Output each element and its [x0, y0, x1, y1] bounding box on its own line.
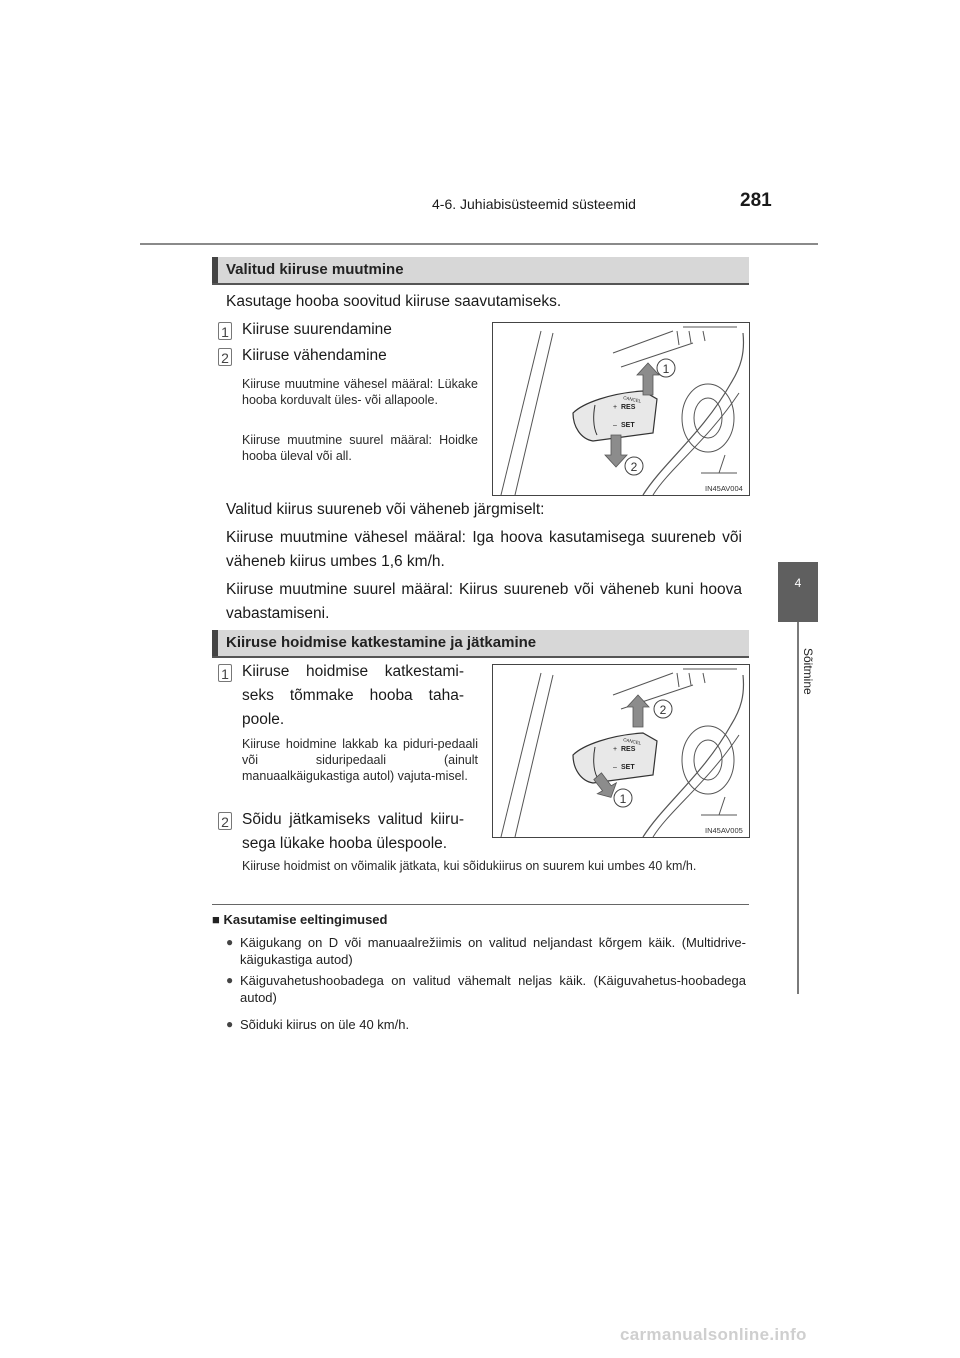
watermark: carmanualsonline.info	[620, 1325, 807, 1344]
step-number: 2	[218, 348, 232, 366]
note-text: Kiiruse hoidmine lakkab ka piduri-pedaali või siduripedaali (ainult manuaalkäigukastiga autol) vajuta-misel.	[242, 737, 478, 783]
figure-callout: 2	[630, 460, 638, 474]
step-number: 1	[218, 664, 232, 682]
chapter-number: 4	[794, 576, 802, 590]
figure-callout: 1	[662, 362, 670, 376]
figure-callout: 2	[659, 703, 667, 717]
header-rule	[140, 243, 818, 245]
lever-cancel-label: CANCEL	[622, 737, 642, 746]
section-header-bar	[212, 630, 218, 656]
condition-item	[226, 1016, 746, 1033]
square-bullet-icon: ■	[212, 912, 224, 927]
lever-illustration	[493, 323, 749, 495]
step-number: 1	[218, 322, 232, 340]
condition-item	[226, 972, 746, 1006]
round-bullet-icon: ●	[226, 935, 234, 949]
lever-res-label: RES	[621, 404, 636, 411]
figure-lever-speed-change	[492, 322, 750, 496]
step-text: Kiiruse vähendamine	[242, 347, 387, 364]
body-paragraph: Valitud kiirus suureneb või väheneb järgmiselt:	[226, 501, 545, 518]
body-paragraph: Kiiruse muutmine vähesel määral: Iga hoova kasutamisega suureneb või väheneb kiirus umbes 1,6 km/h.	[226, 529, 742, 570]
chapter-tab	[778, 562, 818, 622]
lever-plus-label: +	[613, 404, 618, 411]
step-text: Sõidu jätkamiseks valitud kiiru-sega lükake hooba ülespoole.	[242, 811, 464, 852]
note-text: Kiiruse hoidmist on võimalik jätkata, kui sõidukiirus on suurem kui umbes 40 km/h.	[242, 859, 697, 873]
conditions-title: Kasutamise eeltingimused	[223, 912, 388, 927]
step-text: Kiiruse suurendamine	[242, 321, 392, 338]
lever-minus-label: –	[613, 422, 617, 429]
step-number: 2	[218, 812, 232, 830]
lever-set-label: SET	[621, 764, 635, 771]
condition-text: Käigukang on D või manuaalrežiimis on valitud neljandast kõrgem käik. (Multidrive-käigukastiga autod)	[240, 935, 746, 967]
condition-text: Sõiduki kiirus on üle 40 km/h.	[240, 1017, 410, 1032]
section-header-title: Valitud kiiruse muutmine	[226, 261, 404, 278]
section-header-change-speed	[212, 257, 749, 285]
chapter-label: Sõitmine	[801, 648, 815, 695]
figure-code: IN45AV005	[705, 826, 743, 835]
note-text: Kiiruse muutmine suurel määral: Hoidke hooba üleval või all.	[242, 433, 478, 463]
divider	[212, 904, 749, 905]
step-text: Kiiruse hoidmise katkestami-seks tõmmake hooba taha-poole.	[242, 663, 464, 728]
figure-callout: 1	[619, 792, 627, 806]
section-header-title: Kiiruse hoidmise katkestamine ja jätkamine	[226, 634, 537, 651]
conditions-heading	[212, 912, 387, 927]
note-text: Kiiruse muutmine vähesel määral: Lükake hooba korduvalt üles- või allapoole.	[242, 377, 478, 407]
section-header-bar	[212, 257, 218, 283]
lever-res-label: RES	[621, 746, 636, 753]
lever-illustration	[493, 665, 749, 837]
condition-text: Käiguvahetushoobadega on valitud vähemalt neljas käik. (Käiguvahetus-hoobadega autod)	[240, 973, 746, 1005]
lever-cancel-label: CANCEL	[622, 395, 642, 404]
lever-plus-label: +	[613, 746, 618, 753]
figure-code: IN45AV004	[705, 484, 743, 493]
page-number: 281	[740, 190, 772, 211]
round-bullet-icon: ●	[226, 1017, 234, 1031]
lever-set-label: SET	[621, 422, 635, 429]
round-bullet-icon: ●	[226, 973, 234, 987]
figure-lever-cancel-resume	[492, 664, 750, 838]
condition-item	[226, 934, 746, 968]
intro-text: Kasutage hooba soovitud kiiruse saavutamiseks.	[226, 293, 562, 310]
section-title: 4-6. Juhiabisüsteemid süsteemid	[432, 196, 636, 212]
lever-minus-label: –	[613, 764, 617, 771]
body-paragraph: Kiiruse muutmine suurel määral: Kiirus suureneb või väheneb kuni hoova vabastamiseni.	[226, 581, 742, 622]
section-header-cancel-resume	[212, 630, 749, 658]
